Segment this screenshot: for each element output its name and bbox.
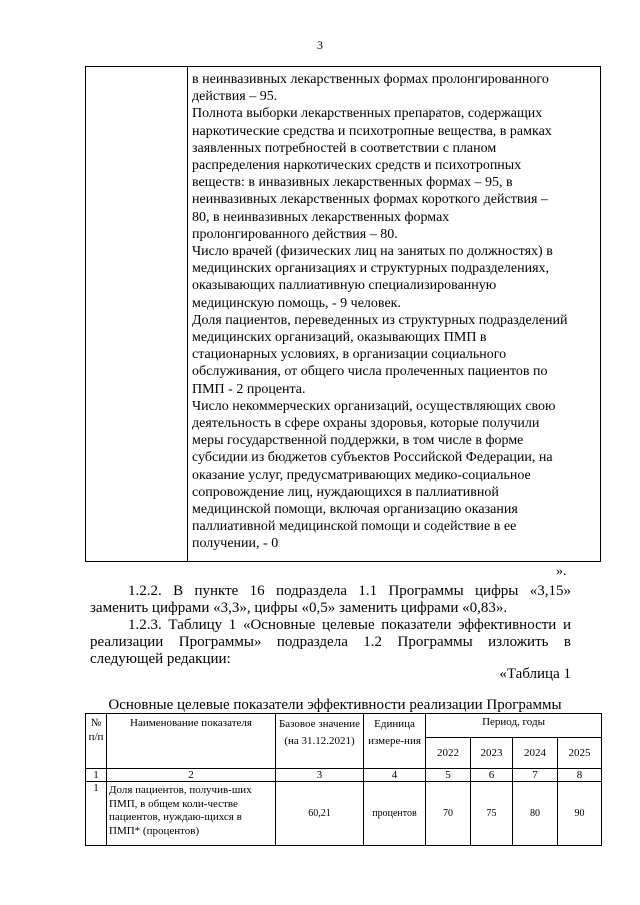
row-value-2025: 90 — [558, 782, 602, 846]
column-number: 1 — [86, 769, 107, 782]
header-year-2025: 2025 — [558, 738, 602, 769]
amendment-third-line: следующей редакции: — [90, 651, 231, 667]
column-divider — [187, 67, 188, 561]
table-label: «Таблица 1 — [499, 666, 571, 682]
row-base-value: 60,21 — [276, 782, 364, 846]
column-number: 5 — [426, 769, 471, 782]
row-indicator-name: Доля пациентов, получив-ших ПМП, в общем коли-честве пациентов, нуждаю-щихся в ПМП* (процентов) — [107, 782, 276, 846]
indicator-paragraph: Полнота выборки лекарственных препаратов, содержащих наркотические средства и психотропные вещества, в рамках заявленных потребностей в соответствии с планом распределения наркотических средств и психотропных веществ: в инвазивных лекарственных формах – 95, в неинвазивных лекарственных формах короткого действия – 80, в неинвазивных лекарственных формах пролонгированного действия – 80. — [192, 106, 552, 242]
continued-table-fragment — [85, 66, 601, 562]
header-year-2023: 2023 — [471, 738, 513, 769]
column-number: 2 — [107, 769, 276, 782]
header-number: № п/п — [86, 714, 107, 769]
indicators-cell — [192, 71, 600, 553]
amendment-paragraph-1-2-3 — [90, 617, 571, 668]
closing-quote: ». — [556, 564, 567, 579]
row-value-2024: 80 — [513, 782, 558, 846]
page-number: 3 — [317, 38, 323, 52]
column-number-row — [86, 769, 602, 782]
indicator-paragraph: в неинвазивных лекарственных формах пролонгированного действия – 95. — [192, 72, 549, 105]
header-period: Период, годы — [426, 714, 602, 738]
header-unit: Единица измере-ния — [364, 714, 426, 769]
column-number: 8 — [558, 769, 602, 782]
amendment-paragraph-1-2-2 — [90, 583, 571, 617]
indicator-paragraph: Число врачей (физических лиц на занятых по должностях) в медицинских организациях и структурных подразделениях, оказывающих паллиативную специализированную медицинскую помощь, - 9 человек. — [192, 244, 553, 311]
column-number: 4 — [364, 769, 426, 782]
table-title: Основные целевые показатели эффективности реализации Программы — [108, 697, 562, 713]
row-value-2023: 75 — [471, 782, 513, 846]
column-number: 3 — [276, 769, 364, 782]
row-unit: процентов — [364, 782, 426, 846]
column-number: 6 — [471, 769, 513, 782]
amendment-second-line: реализации Программы» подраздела 1.2 Программы изложить в — [90, 634, 571, 650]
table-row — [86, 782, 602, 846]
row-number: 1 — [86, 782, 107, 846]
header-year-2024: 2024 — [513, 738, 558, 769]
row-value-2022: 70 — [426, 782, 471, 846]
amendment-first-line: 1.2.2. В пункте 16 подраздела 1.1 Программы цифры «3,15» — [128, 583, 571, 599]
column-number: 7 — [513, 769, 558, 782]
header-indicator-name: Наименование показателя — [107, 714, 276, 769]
amendment-first-line: 1.2.3. Таблицу 1 «Основные целевые показатели эффективности и — [128, 617, 571, 633]
indicator-paragraph: Доля пациентов, переведенных из структурных подразделений медицинских организаций, оказывающих ПМП в стационарных условиях, в организации социального обслуживания, от общего числа пролеченных пациентов по ПМП - 2 процента. — [192, 312, 568, 397]
header-year-2022: 2022 — [426, 738, 471, 769]
amendment-continuation: заменить цифрами «3,3», цифры «0,5» заменить цифрами «0,83». — [90, 600, 508, 616]
indicator-paragraph: Число некоммерческих организаций, осуществляющих свою деятельность в сфере охраны здоровья, которые получили меры государственной поддержки, в том числе в форме субсидии из бюджетов субъектов Российской Федерации, на оказание услуг, предусматривающих медико-социальное сопровождение лиц, нуждающихся в паллиативной медицинской помощи, включая организацию оказания паллиативной медицинской помощи и содействие в ее получении, - 0 — [192, 398, 556, 552]
indicators-table — [85, 713, 602, 846]
header-base-value: Базовое значение (на 31.12.2021) — [276, 714, 364, 769]
